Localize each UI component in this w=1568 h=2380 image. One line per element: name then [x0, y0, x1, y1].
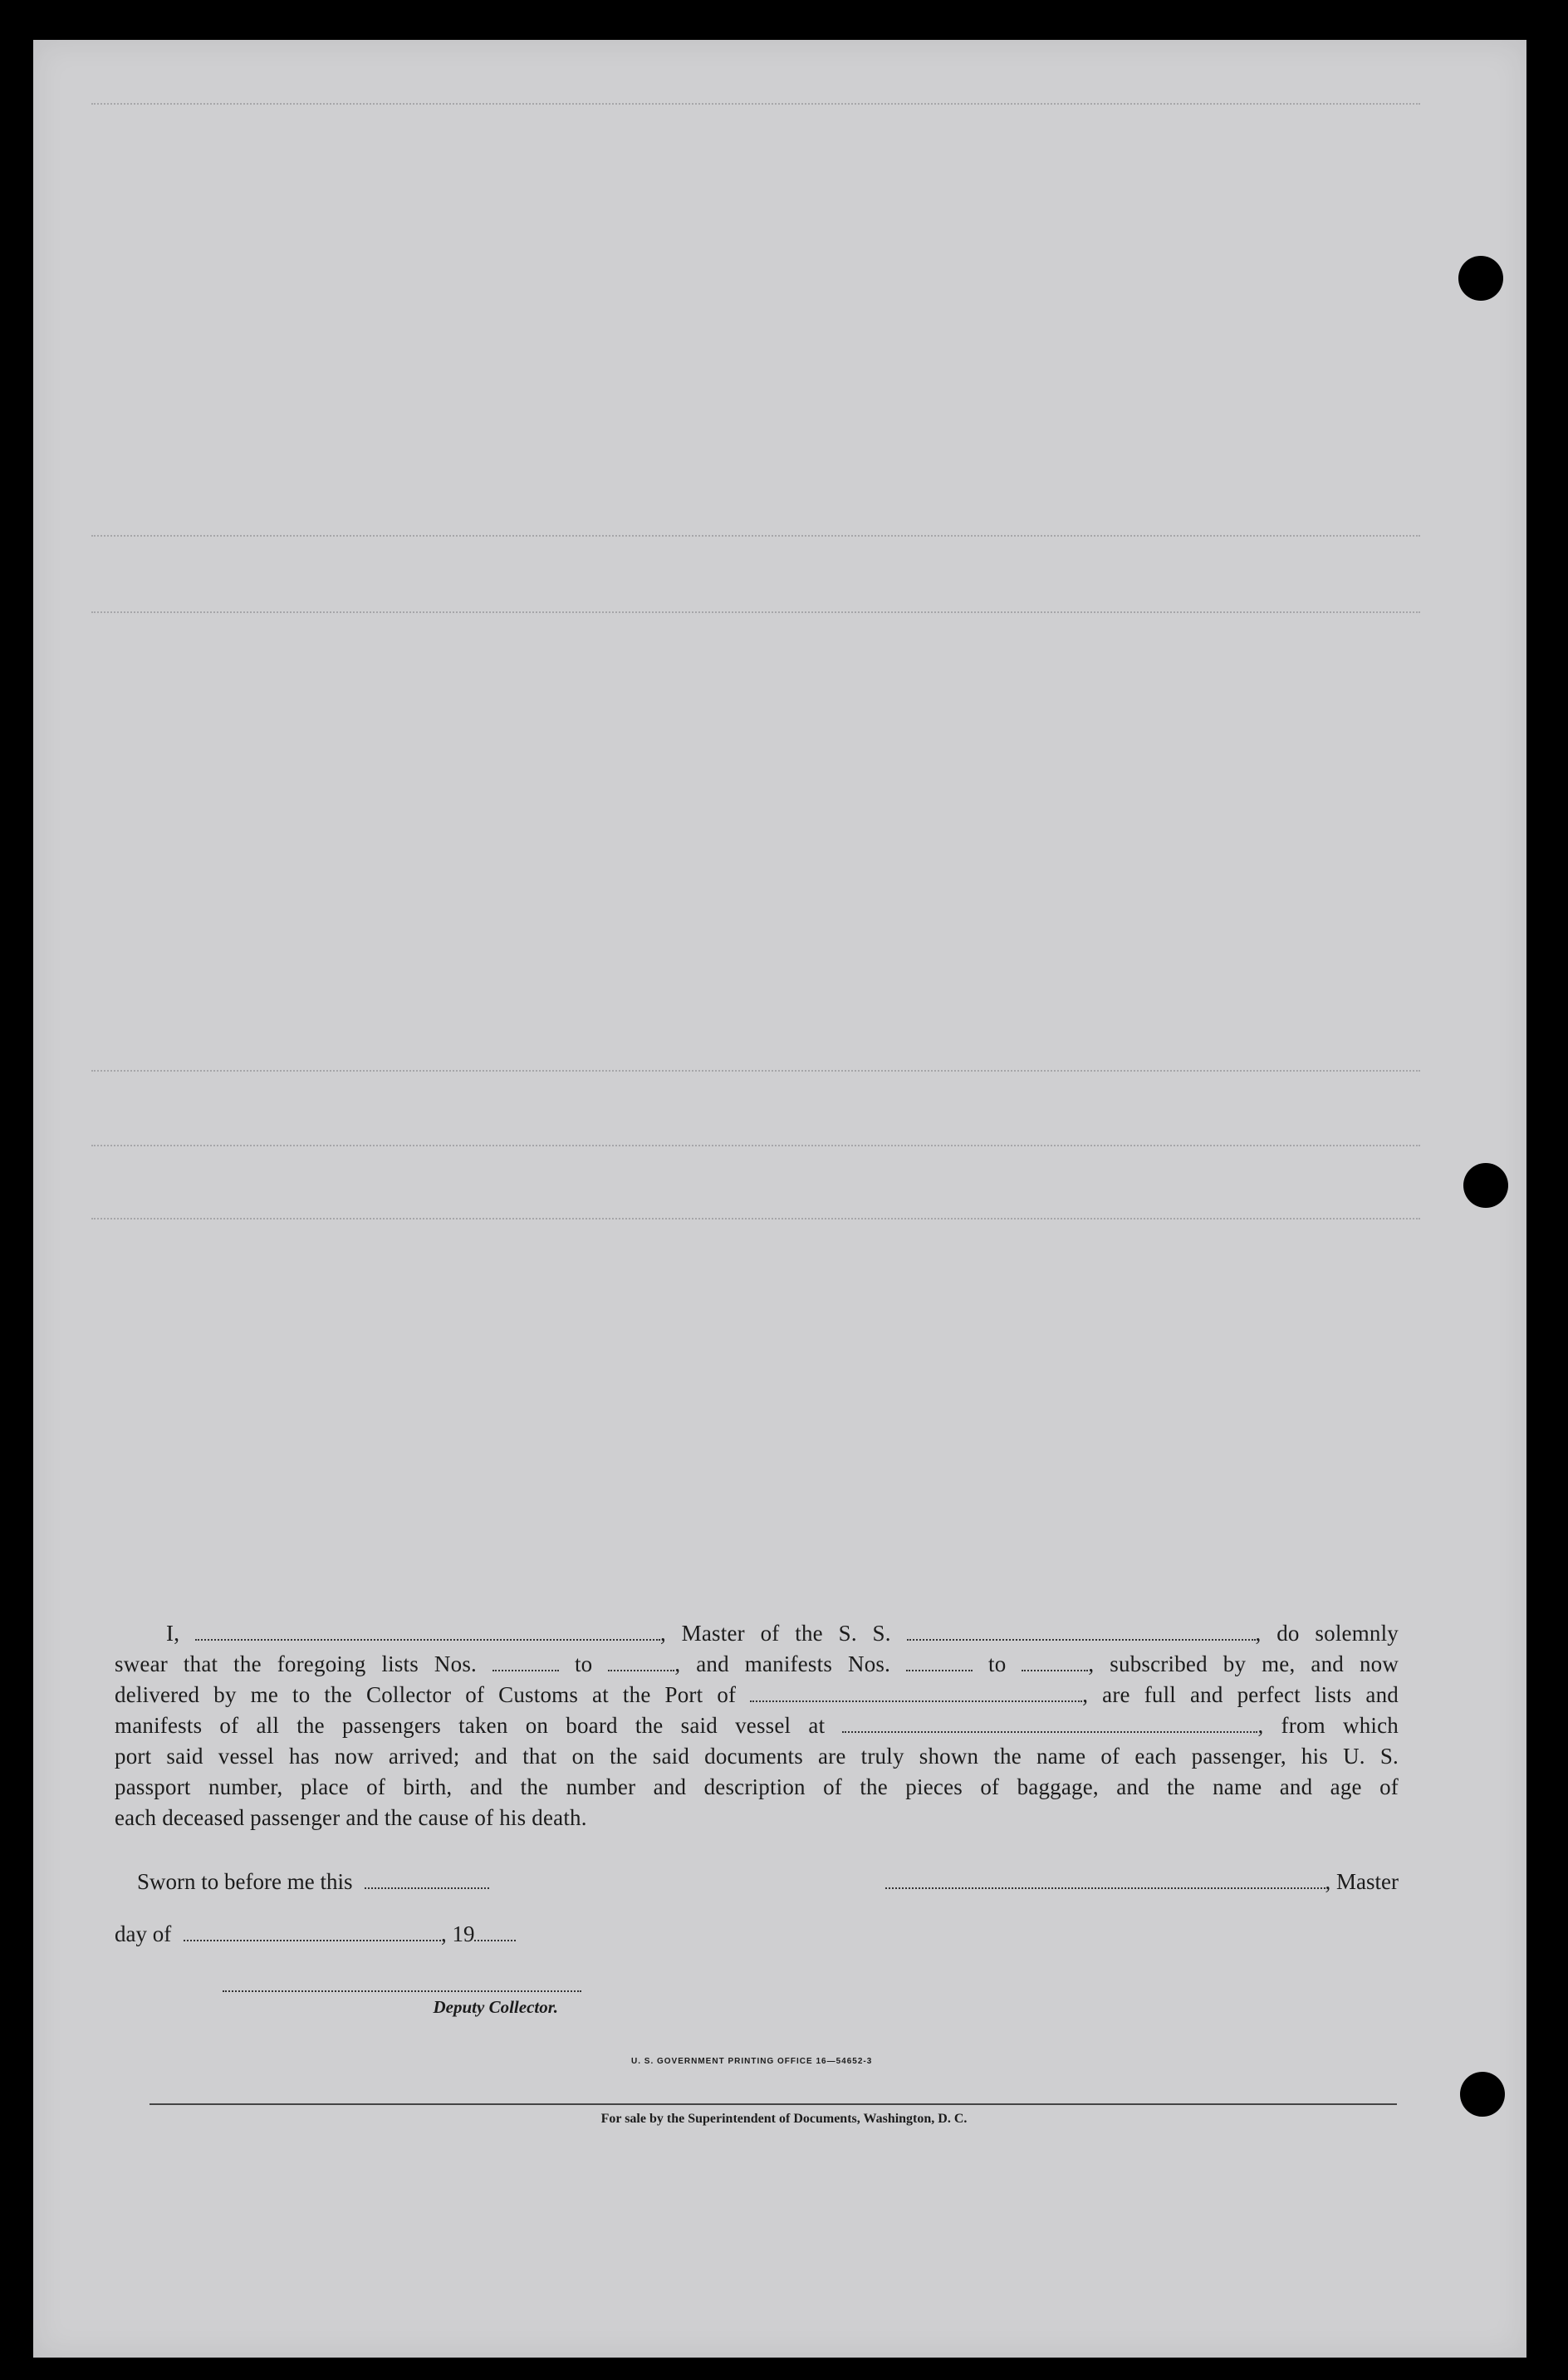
day-of-text: day of: [115, 1921, 172, 1946]
oath-text: delivered by me to the Collector of Customs at the Port of: [115, 1682, 737, 1707]
month-blank: [184, 1925, 441, 1941]
faint-bleedthrough-line: [91, 535, 1420, 537]
oath-line-2: [115, 1649, 1399, 1680]
oath-text: I,: [166, 1621, 180, 1646]
faint-bleedthrough-line: [91, 611, 1420, 613]
sworn-line: [116, 1869, 1399, 1902]
punch-hole: [1458, 256, 1503, 301]
manifest-from-blank: [906, 1655, 973, 1671]
ship-name-blank: [907, 1624, 1256, 1641]
oath-text: , subscribed by me, and now: [1088, 1651, 1399, 1676]
oath-line-5: port said vessel has now arrived; and that on the said documents are truly shown the name of each passenger, his U. S.: [115, 1744, 1399, 1769]
oath-text: to: [574, 1651, 593, 1676]
oath-line-1: [115, 1618, 1399, 1649]
faint-bleedthrough-line: [91, 1218, 1420, 1219]
master-name-blank: [195, 1624, 660, 1641]
oath-text: , from which: [1257, 1713, 1399, 1738]
sworn-day-blank: [365, 1872, 489, 1889]
oath-text: , are full and perfect lists and: [1082, 1682, 1399, 1707]
manifest-to-blank: [1022, 1655, 1088, 1671]
year-blank: [474, 1925, 516, 1941]
port-blank: [750, 1686, 1082, 1702]
year-prefix: , 19: [440, 1921, 475, 1946]
oath-line-3: [115, 1680, 1399, 1710]
sworn-right: [885, 1869, 1399, 1895]
oath-text: , and manifests Nos.: [674, 1651, 891, 1676]
oath-text: , Master of the S. S.: [659, 1621, 891, 1646]
day-of-line: [115, 1921, 516, 1947]
list-from-blank: [492, 1655, 559, 1671]
sworn-text: Sworn to before me this: [137, 1869, 353, 1894]
sale-notice: For sale by the Superintendent of Documents, Washington, D. C.: [600, 2112, 968, 2126]
oath-line-7: each deceased passenger and the cause of his death.: [115, 1805, 587, 1830]
faint-bleedthrough-line: [91, 1145, 1420, 1146]
master-label: , Master: [1325, 1869, 1399, 1894]
oath-line-4: [115, 1710, 1399, 1741]
deputy-signature-line: [223, 1990, 581, 1992]
master-signature-blank: [885, 1872, 1325, 1889]
list-to-blank: [608, 1655, 674, 1671]
punch-hole: [1463, 1163, 1508, 1208]
oath-text: to: [988, 1651, 1007, 1676]
deputy-collector-label: Deputy Collector.: [433, 1997, 558, 2017]
footer-rule: [149, 2103, 1397, 2105]
punch-hole: [1460, 2072, 1505, 2117]
oath-text: swear that the foregoing lists Nos.: [115, 1651, 477, 1676]
oath-text: manifests of all the passengers taken on board the said vessel at: [115, 1713, 826, 1738]
departure-port-blank: [842, 1716, 1257, 1733]
faint-bleedthrough-line: [91, 103, 1420, 105]
oath-text: , do solemnly: [1255, 1621, 1399, 1646]
sworn-left: [137, 1869, 489, 1895]
faint-bleedthrough-line: [91, 1070, 1420, 1072]
printing-office-imprint: U. S. GOVERNMENT PRINTING OFFICE 16—54652-3: [631, 2057, 873, 2066]
oath-line-6: passport number, place of birth, and the number and description of the pieces of baggage, and the name and age of: [115, 1774, 1399, 1799]
oath-paragraph: [115, 1618, 1399, 1833]
